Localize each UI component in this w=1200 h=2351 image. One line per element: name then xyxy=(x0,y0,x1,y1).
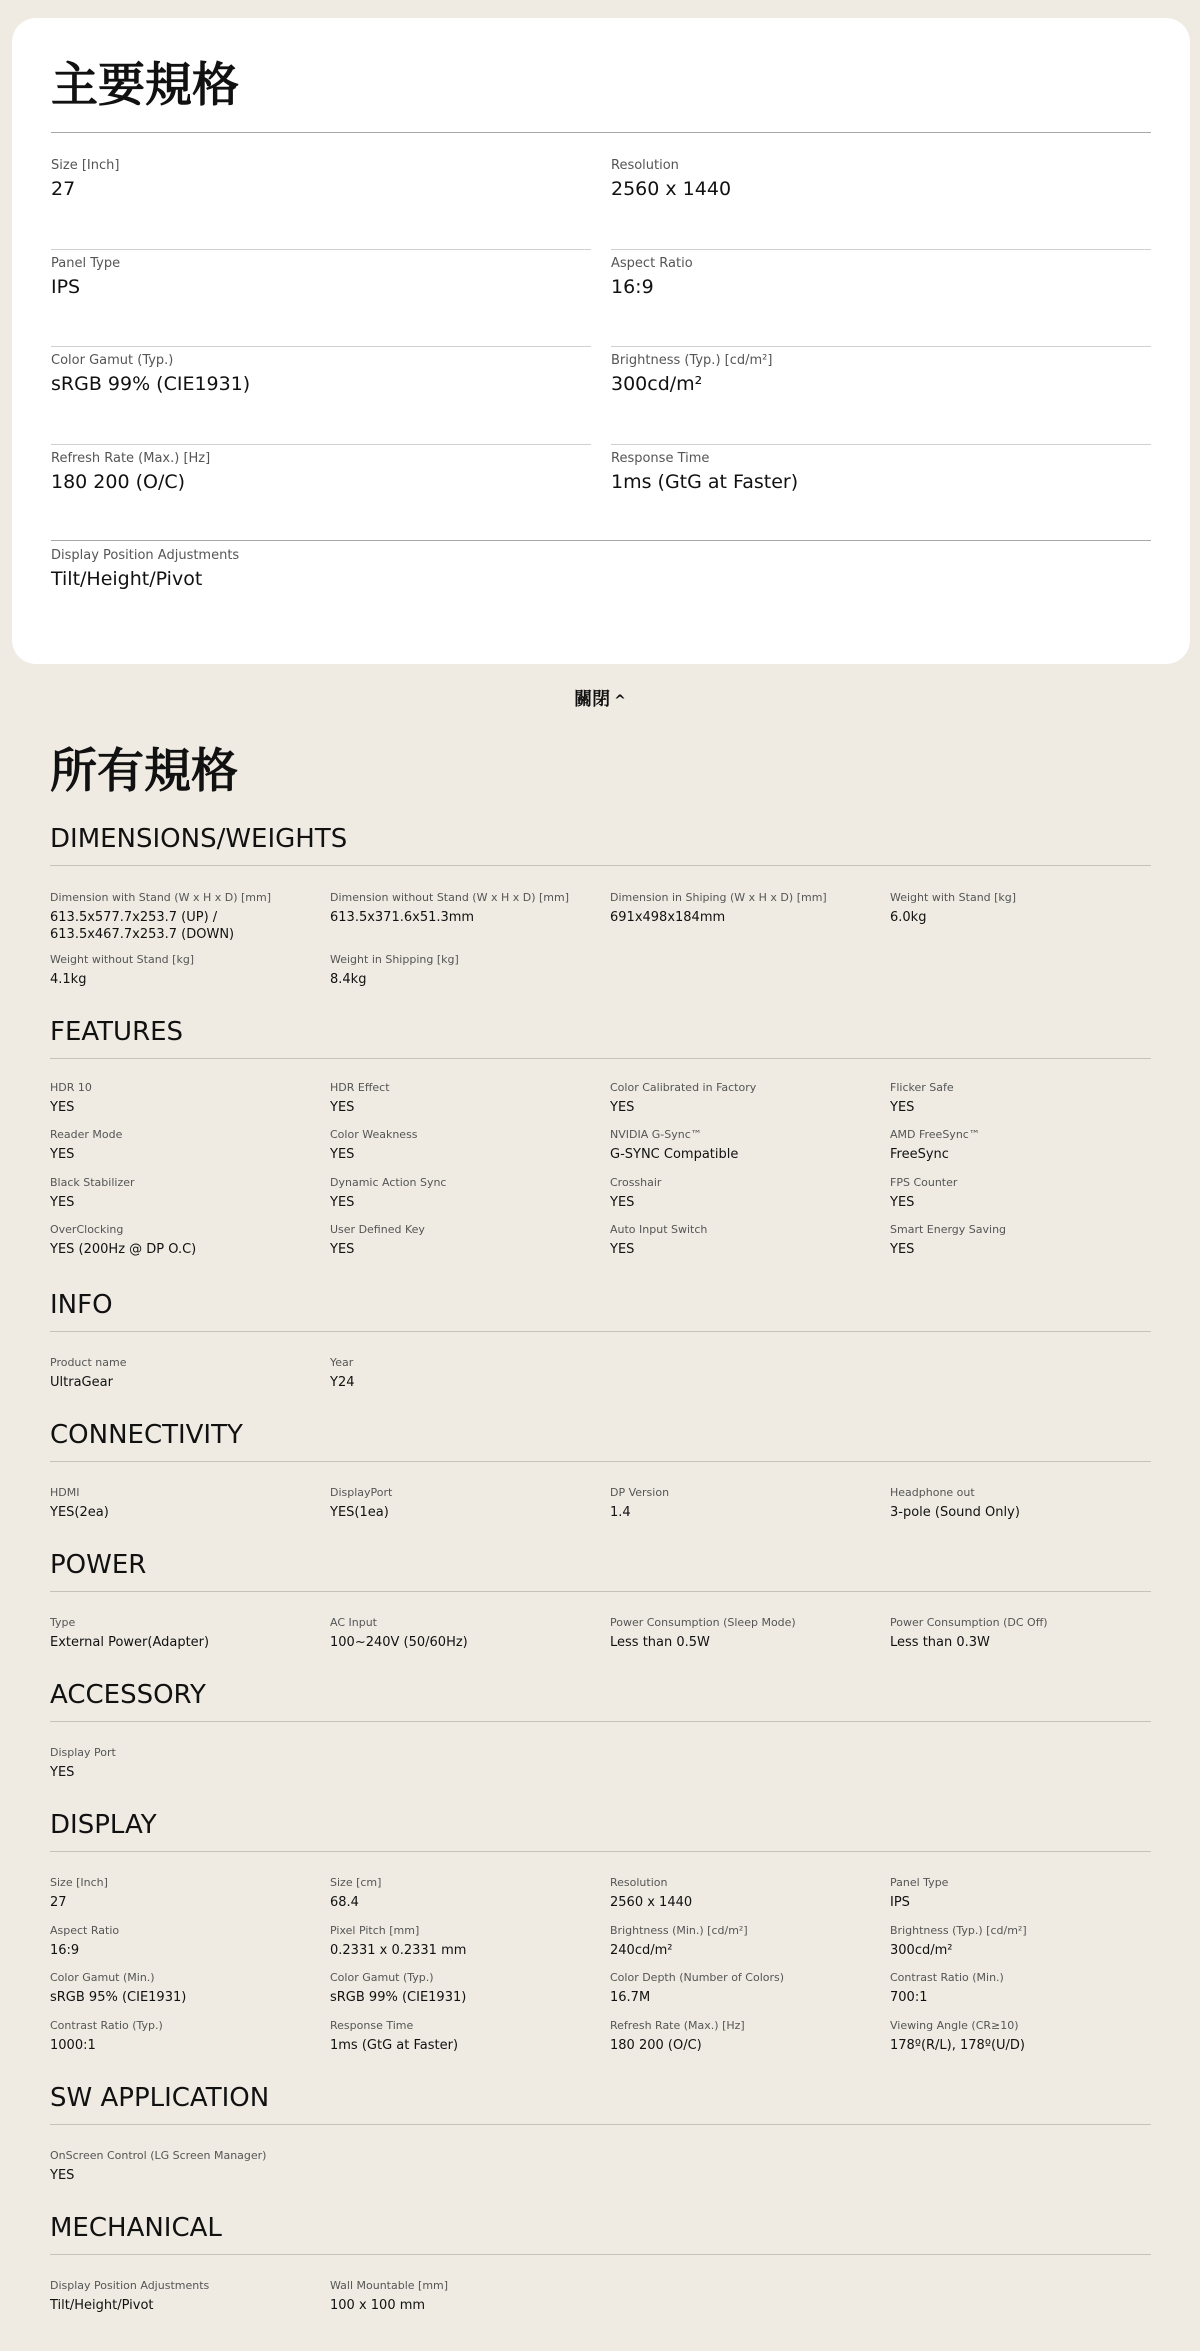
spec-item xyxy=(890,1128,1160,1164)
key-spec-value: Tilt/Height/Pivot xyxy=(51,568,203,590)
spec-label: Crosshair xyxy=(610,1176,662,1189)
spec-label: DisplayPort xyxy=(330,1486,393,1499)
spec-value: 16:9 xyxy=(50,1943,80,1959)
spec-value: 4.1kg xyxy=(50,972,87,988)
spec-item xyxy=(330,1176,600,1212)
spec-item xyxy=(50,2019,320,2055)
spec-label: HDMI xyxy=(50,1486,80,1499)
section-divider xyxy=(50,865,1151,866)
spec-item xyxy=(50,1746,320,1782)
spec-item xyxy=(610,1081,880,1117)
spec-value: 178º(R/L), 178º(U/D) xyxy=(890,2038,1025,2054)
spec-label: Color Gamut (Typ.) xyxy=(330,1971,434,1984)
spec-item xyxy=(610,1486,880,1522)
spec-label: Panel Type xyxy=(890,1876,949,1889)
spec-value: 613.5x371.6x51.3mm xyxy=(330,910,475,926)
spec-label: Black Stabilizer xyxy=(50,1176,135,1189)
spec-item xyxy=(330,2019,600,2055)
spec-label: AC Input xyxy=(330,1616,377,1629)
spec-label: Dimension in Shiping (W x H x D) [mm] xyxy=(610,891,827,904)
spec-value: sRGB 99% (CIE1931) xyxy=(330,1990,467,2006)
spec-item xyxy=(890,1486,1160,1522)
spec-label: Weight in Shipping [kg] xyxy=(330,953,459,966)
spec-item xyxy=(50,2149,320,2185)
spec-value: YES xyxy=(890,1242,915,1258)
key-spec-value: sRGB 99% (CIE1931) xyxy=(51,373,251,395)
spec-item xyxy=(50,1486,320,1522)
spec-item xyxy=(890,1176,1160,1212)
section-divider xyxy=(50,1591,1151,1592)
spec-value: FreeSync xyxy=(890,1147,949,1163)
spec-value: 240cd/m² xyxy=(610,1943,673,1959)
spec-label: Response Time xyxy=(330,2019,414,2032)
spec-value: 700:1 xyxy=(890,1990,928,2006)
spec-label: Type xyxy=(50,1616,76,1629)
spec-value: Less than 0.5W xyxy=(610,1635,710,1651)
section-title-dimensions-weights: DIMENSIONS/WEIGHTS xyxy=(50,824,348,854)
spec-label: Dimension without Stand (W x H x D) [mm] xyxy=(330,891,570,904)
spec-item xyxy=(610,1176,880,1212)
spec-value: 691x498x184mm xyxy=(610,910,726,926)
spec-item xyxy=(330,1971,600,2007)
spec-item xyxy=(330,953,600,989)
spec-item xyxy=(50,1223,320,1259)
spec-value: 100~240V (50/60Hz) xyxy=(330,1635,468,1651)
spec-value: YES xyxy=(330,1242,355,1258)
spec-value: YES xyxy=(610,1100,635,1116)
key-spec-position-adjustments xyxy=(51,548,591,608)
spec-value: YES xyxy=(50,1100,75,1116)
spec-label: Year xyxy=(330,1356,354,1369)
spec-value: 0.2331 x 0.2331 mm xyxy=(330,1943,467,1959)
spec-item xyxy=(330,1486,600,1522)
spec-item xyxy=(610,1223,880,1259)
spec-label: Contrast Ratio (Typ.) xyxy=(50,2019,163,2032)
spec-item xyxy=(890,1971,1160,2007)
spec-value: Tilt/Height/Pivot xyxy=(50,2298,154,2314)
spec-item xyxy=(330,1876,600,1912)
spec-value: 1000:1 xyxy=(50,2038,96,2054)
spec-item xyxy=(610,1971,880,2007)
spec-item xyxy=(330,1924,600,1960)
key-spec-label: Brightness (Typ.) [cd/m²] xyxy=(611,353,773,368)
section-divider xyxy=(50,2124,1151,2125)
spec-item xyxy=(50,953,320,989)
spec-value: YES xyxy=(610,1242,635,1258)
section-title-display: DISPLAY xyxy=(50,1810,157,1840)
spec-item xyxy=(50,1128,320,1164)
spec-item xyxy=(50,1971,320,2007)
spec-item xyxy=(890,2019,1160,2055)
key-specs-title: 主要規格 xyxy=(51,58,239,113)
spec-value: YES xyxy=(330,1100,355,1116)
key-spec-label: Refresh Rate (Max.) [Hz] xyxy=(51,451,211,466)
spec-item xyxy=(330,1081,600,1117)
section-title-connectivity: CONNECTIVITY xyxy=(50,1420,243,1450)
spec-value: IPS xyxy=(890,1895,910,1911)
section-title-accessory: ACCESSORY xyxy=(50,1680,206,1710)
spec-value: YES xyxy=(610,1195,635,1211)
spec-item xyxy=(610,891,880,927)
spec-label: Size [Inch] xyxy=(50,1876,108,1889)
key-spec-label: Response Time xyxy=(611,451,710,466)
spec-value: YES xyxy=(50,1147,75,1163)
spec-item xyxy=(330,1223,600,1259)
spec-value: 6.0kg xyxy=(890,910,927,926)
spec-label: Headphone out xyxy=(890,1486,975,1499)
spec-value: 27 xyxy=(50,1895,67,1911)
spec-value: 100 x 100 mm xyxy=(330,2298,426,2314)
section-title-sw-application: SW APPLICATION xyxy=(50,2083,270,2113)
spec-item xyxy=(610,1876,880,1912)
all-specs-title: 所有規格 xyxy=(50,744,238,799)
close-specs-button[interactable] xyxy=(560,686,640,714)
spec-label: Brightness (Min.) [cd/m²] xyxy=(610,1924,748,1937)
spec-item xyxy=(890,1616,1160,1652)
spec-item xyxy=(50,1616,320,1652)
spec-item xyxy=(50,1924,320,1960)
spec-value: G-SYNC Compatible xyxy=(610,1147,739,1163)
spec-label: OverClocking xyxy=(50,1223,124,1236)
spec-item xyxy=(50,1081,320,1117)
key-spec-value: 300cd/m² xyxy=(611,373,703,395)
spec-label: Color Depth (Number of Colors) xyxy=(610,1971,785,1984)
spec-value: 1ms (GtG at Faster) xyxy=(330,2038,459,2054)
key-spec-label: Aspect Ratio xyxy=(611,256,693,271)
spec-item xyxy=(890,1081,1160,1117)
spec-value: YES xyxy=(50,2168,75,2184)
section-title-info: INFO xyxy=(50,1290,113,1320)
spec-label: Wall Mountable [mm] xyxy=(330,2279,449,2292)
spec-value: YES xyxy=(890,1195,915,1211)
spec-label: Weight without Stand [kg] xyxy=(50,953,195,966)
key-spec-size xyxy=(51,158,591,250)
spec-label: Smart Energy Saving xyxy=(890,1223,1007,1236)
key-spec-value: 2560 x 1440 xyxy=(611,178,732,200)
spec-label: Weight with Stand [kg] xyxy=(890,891,1017,904)
spec-item xyxy=(50,2279,320,2315)
spec-value: YES(1ea) xyxy=(330,1505,389,1521)
key-spec-value: IPS xyxy=(51,276,81,298)
spec-value: External Power(Adapter) xyxy=(50,1635,210,1651)
key-spec-response-time xyxy=(611,451,1151,541)
spec-value: 68.4 xyxy=(330,1895,359,1911)
spec-label: HDR Effect xyxy=(330,1081,390,1094)
spec-value: 3-pole (Sound Only) xyxy=(890,1505,1020,1521)
key-specs-divider xyxy=(51,132,1151,133)
spec-label: AMD FreeSync™ xyxy=(890,1128,980,1141)
spec-label: Power Consumption (Sleep Mode) xyxy=(610,1616,796,1629)
key-spec-label: Color Gamut (Typ.) xyxy=(51,353,174,368)
spec-item xyxy=(330,891,600,927)
spec-item xyxy=(610,1128,880,1164)
key-spec-value: 180 200 (O/C) xyxy=(51,471,186,493)
spec-label: Reader Mode xyxy=(50,1128,123,1141)
section-title-power: POWER xyxy=(50,1550,147,1580)
spec-label: Contrast Ratio (Min.) xyxy=(890,1971,1004,1984)
spec-value: YES xyxy=(330,1147,355,1163)
spec-label: NVIDIA G-Sync™ xyxy=(610,1128,702,1141)
spec-item xyxy=(50,1176,320,1212)
spec-label: Aspect Ratio xyxy=(50,1924,120,1937)
spec-value: 300cd/m² xyxy=(890,1943,953,1959)
spec-value: 8.4kg xyxy=(330,972,367,988)
spec-item xyxy=(50,1876,320,1912)
section-divider xyxy=(50,1461,1151,1462)
key-spec-color-gamut xyxy=(51,353,591,445)
key-spec-resolution xyxy=(611,158,1151,250)
spec-label: OnScreen Control (LG Screen Manager) xyxy=(50,2149,267,2162)
chevron-up-icon: ^ xyxy=(614,693,626,709)
spec-label: Brightness (Typ.) [cd/m²] xyxy=(890,1924,1027,1937)
spec-label: Power Consumption (DC Off) xyxy=(890,1616,1048,1629)
spec-item xyxy=(330,2279,600,2315)
spec-value: YES xyxy=(890,1100,915,1116)
key-spec-label: Size [Inch] xyxy=(51,158,120,173)
key-spec-brightness xyxy=(611,353,1151,445)
spec-value: 180 200 (O/C) xyxy=(610,2038,702,2054)
section-title-features: FEATURES xyxy=(50,1017,184,1047)
spec-value: YES xyxy=(330,1195,355,1211)
spec-label: Flicker Safe xyxy=(890,1081,954,1094)
spec-label: DP Version xyxy=(610,1486,670,1499)
spec-item xyxy=(890,891,1160,927)
spec-item xyxy=(330,1356,600,1392)
spec-label: Color Calibrated in Factory xyxy=(610,1081,757,1094)
spec-value: YES xyxy=(50,1765,75,1781)
section-divider xyxy=(50,1721,1151,1722)
spec-label: Auto Input Switch xyxy=(610,1223,708,1236)
spec-item xyxy=(330,1616,600,1652)
spec-item xyxy=(610,1616,880,1652)
spec-value: Y24 xyxy=(330,1375,355,1391)
spec-label: User Defined Key xyxy=(330,1223,425,1236)
spec-label: Color Weakness xyxy=(330,1128,418,1141)
key-spec-value: 1ms (GtG at Faster) xyxy=(611,471,799,493)
spec-item xyxy=(610,2019,880,2055)
section-divider xyxy=(50,1331,1151,1332)
section-divider xyxy=(50,1851,1151,1852)
spec-value: sRGB 95% (CIE1931) xyxy=(50,1990,187,2006)
spec-value: UltraGear xyxy=(50,1375,113,1391)
spec-label: Viewing Angle (CR≥10) xyxy=(890,2019,1019,2032)
spec-value: 613.5x577.7x253.7 (UP) / 613.5x467.7x253.7 (DOWN) xyxy=(50,910,235,943)
spec-label: Dimension with Stand (W x H x D) [mm] xyxy=(50,891,272,904)
spec-label: Product name xyxy=(50,1356,127,1369)
spec-value: 16.7M xyxy=(610,1990,651,2006)
spec-item xyxy=(890,1924,1160,1960)
spec-item xyxy=(50,1356,320,1392)
spec-item xyxy=(610,1924,880,1960)
spec-label: Display Port xyxy=(50,1746,116,1759)
key-spec-label: Resolution xyxy=(611,158,679,173)
spec-item xyxy=(50,891,320,944)
key-spec-label: Panel Type xyxy=(51,256,121,271)
key-spec-refresh-rate xyxy=(51,451,591,541)
key-specs-row-divider xyxy=(51,540,1151,541)
spec-value: 2560 x 1440 xyxy=(610,1895,693,1911)
key-specs-card xyxy=(12,18,1190,664)
spec-label: Dynamic Action Sync xyxy=(330,1176,447,1189)
section-divider xyxy=(50,1058,1151,1059)
spec-item xyxy=(890,1876,1160,1912)
spec-label: Resolution xyxy=(610,1876,668,1889)
spec-label: Size [cm] xyxy=(330,1876,382,1889)
spec-value: YES xyxy=(50,1195,75,1211)
spec-label: FPS Counter xyxy=(890,1176,958,1189)
spec-label: HDR 10 xyxy=(50,1081,92,1094)
section-title-mechanical: MECHANICAL xyxy=(50,2213,222,2243)
key-spec-label: Display Position Adjustments xyxy=(51,548,240,563)
spec-value: 1.4 xyxy=(610,1505,631,1521)
spec-item xyxy=(890,1223,1160,1259)
spec-label: Display Position Adjustments xyxy=(50,2279,210,2292)
spec-value: YES (200Hz @ DP O.C) xyxy=(50,1242,197,1258)
spec-label: Refresh Rate (Max.) [Hz] xyxy=(610,2019,745,2032)
spec-value: Less than 0.3W xyxy=(890,1635,990,1651)
spec-value: YES(2ea) xyxy=(50,1505,109,1521)
key-spec-panel-type xyxy=(51,256,591,347)
key-spec-aspect-ratio xyxy=(611,256,1151,347)
section-divider xyxy=(50,2254,1151,2255)
spec-label: Pixel Pitch [mm] xyxy=(330,1924,420,1937)
close-specs-label: 關閉 xyxy=(574,689,611,710)
spec-item xyxy=(330,1128,600,1164)
key-spec-value: 27 xyxy=(51,178,76,200)
key-spec-value: 16:9 xyxy=(611,276,654,298)
spec-label: Color Gamut (Min.) xyxy=(50,1971,155,1984)
